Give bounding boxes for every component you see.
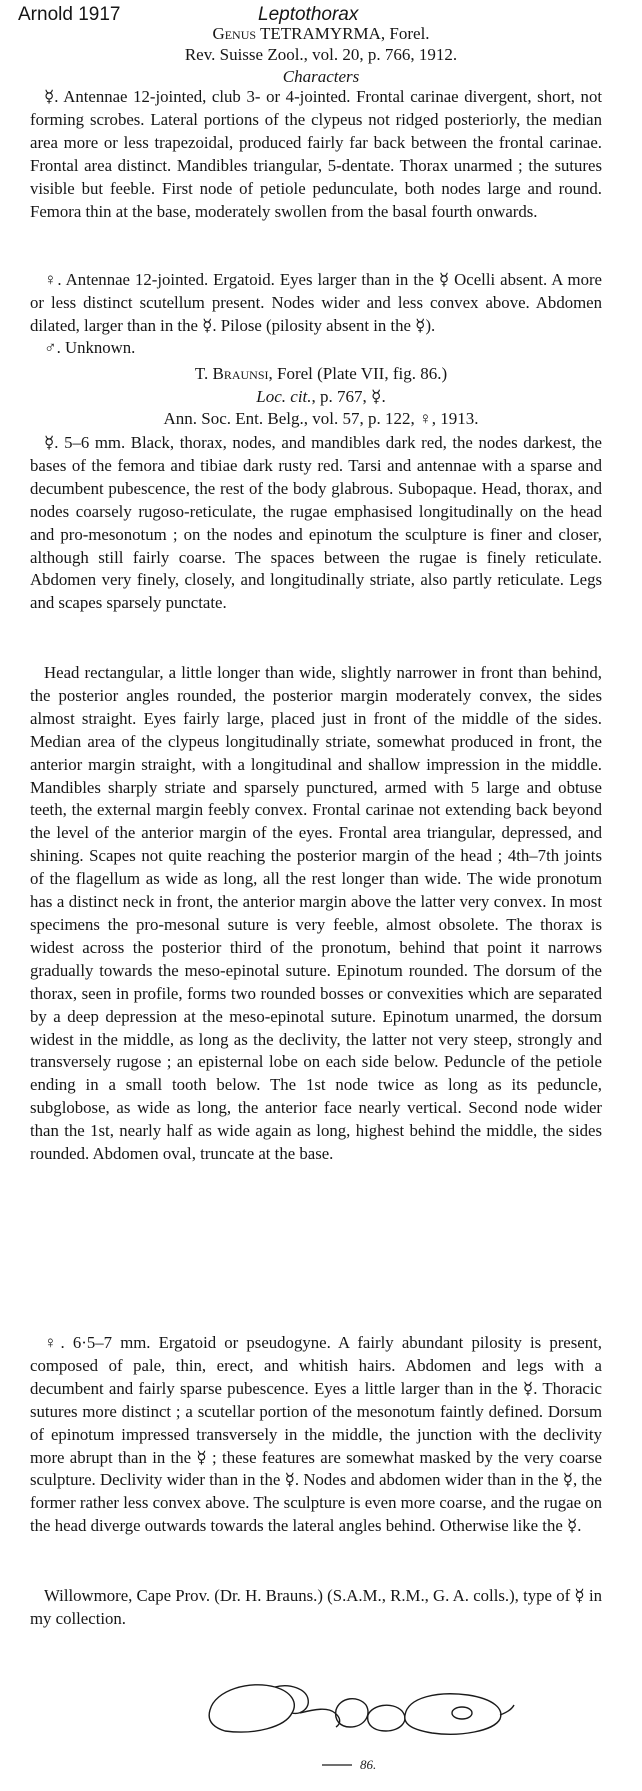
genus-title-prefix: Genus <box>212 24 257 43</box>
genus-title-name: TETRAMYRMA, Forel. <box>260 24 430 43</box>
genus-worker-paragraph: ☿. Antennae 12-jointed, club 3- or 4-jointed. Frontal carinae divergent, short, not forming scrobes. Lateral portions of the clypeus not ridged posteriorly, the median area more or less trapezoidal, produced fairly far back between the frontal carinae. Frontal area distinct. Mandibles triangular, 5-dentate. Thorax unarmed ; the sutures visible but feeble. First node of petiole pedunculate, both nodes large and round. Femora thin at the base, moderately swollen from the basal fourth onwards. <box>30 87 602 221</box>
locality-paragraph: Willowmore, Cape Prov. (Dr. H. Brauns.) (S.A.M., R.M., G. A. colls.), type of ☿ in my collection. <box>30 1586 602 1628</box>
characters-heading: Characters <box>282 67 360 86</box>
species-title <box>0 363 642 385</box>
species-title-name: Braunsi <box>212 364 269 383</box>
species-loc-reference <box>0 386 642 408</box>
author-year-annotation: Arnold 1917 <box>18 4 121 25</box>
species-second-reference: Ann. Soc. Ent. Belg., vol. 57, p. 122, ♀, 1913. <box>163 409 479 428</box>
genus-reference: Rev. Suisse Zool., vol. 20, p. 766, 1912. <box>184 45 458 64</box>
genus-running-annotation: Leptothorax <box>258 4 359 25</box>
genus-title <box>0 23 642 45</box>
species-title-prefix: T. <box>194 364 209 383</box>
genus-female-paragraph: ♀. Antennae 12-jointed. Ergatoid. Eyes larger than in the ☿ Ocelli absent. A more or less distinct scutellum present. Nodes wider and less convex above. Abdomen dilated, larger than in the ☿. Pilose (pilosity absent in the ☿). <box>30 270 602 335</box>
loc-cit: Loc. cit. <box>256 387 312 406</box>
species-female-description: ♀. 6·5–7 mm. Ergatoid or pseudogyne. A fairly abundant pilosity is present, composed of pale, thin, erect, and whitish hairs. Abdomen and legs with a decumbent and fairly sparse pubescence. Eyes a little larger than in the ☿. Thoracic sutures more distinct ; a scutellar portion of the mesonotum faintly defined. Dorsum of epinotum impressed transversely in the middle, the junction with the declivity more abrupt than in the ☿ ; these features are somewhat masked by the very coarse sculpture. Declivity wider than in the ☿. Nodes and abdomen wider than in the ☿, the former rather less convex above. The sculpture is even more coarse, and the rugae on the head diverge outwards towards the lateral angles behind. Otherwise like the ☿. <box>30 1333 602 1536</box>
figure-label: 86. <box>360 1757 377 1772</box>
genus-male-paragraph: ♂. Unknown. <box>44 338 136 357</box>
species-title-suffix: , Forel (Plate VII, fig. 86.) <box>268 364 448 383</box>
loc-cit-suffix: , p. 767, ☿. <box>311 387 386 406</box>
species-worker-description: ☿. 5–6 mm. Black, thorax, nodes, and mandibles dark red, the nodes darkest, the bases of the femora and tibiae dark rusty red. Tarsi and antennae with a sparse and decumbent pubescence, the rest of the body glabrous. Subopaque. Head, thorax, and nodes coarsely rugoso-reticulate, the rugae emphasised longitudinally on the head and pro-mesonotum ; on the nodes and epinotum the sculpture is finer and closer, although still fairly coarse. The spaces between the rugae is finely reticulate. Abdomen very finely, closely, and longitudinally striate, also partly reticulate. Legs and scapes sparsely punctate. <box>30 433 602 613</box>
species-head-description: Head rectangular, a little longer than wide, slightly narrower in front than behind, the posterior angles rounded, the posterior margin moderately convex, the sides almost straight. Eyes fairly large, placed just in front of the middle of the sides. Median area of the clypeus longitudinally striate, somewhat produced in front, the anterior margin straight, with a longitudinal and shallow impression in the middle. Mandibles sharply striate and sparsely punctured, armed with 5 large and obtuse teeth, the external margin feebly convex. Frontal carinae not extending back beyond the level of the anterior margin of the eyes. Frontal area triangular, depressed, and shining. Scapes not quite reaching the posterior margin of the head ; 4th–7th joints of the flagellum as wide as long, all the rest longer than wide. The wide pronotum has a distinct neck in front, the anterior margin above the latter very convex. In most specimens the pro-mesonal suture is very feeble, almost obsolete. The thorax is widest across the posterior third of the pronotum, behind that point it narrows gradually towards the meso-epinotal suture. Epinotum rounded. The dorsum of the thorax, seen in profile, forms two rounded bosses or convexities which are separated by a deep depression at the meso-epinotal suture. Epinotum unarmed, the dorsum widest in the middle, as long as the declivity, the latter not very steep, strongly and transversely rugose ; an episternal lobe on each side below. Peduncle of the petiole ending in a small tooth below. The 1st node twice as long as its peduncle, subglobose, as wide as long, the anterior face nearly vertical. Second node wider than the 1st, nearly half as wide again as long, highest behind the middle, the sides rounded. Abdomen oval, truncate at the base. <box>30 663 602 1164</box>
ant-profile-drawing-icon <box>0 1665 642 1785</box>
